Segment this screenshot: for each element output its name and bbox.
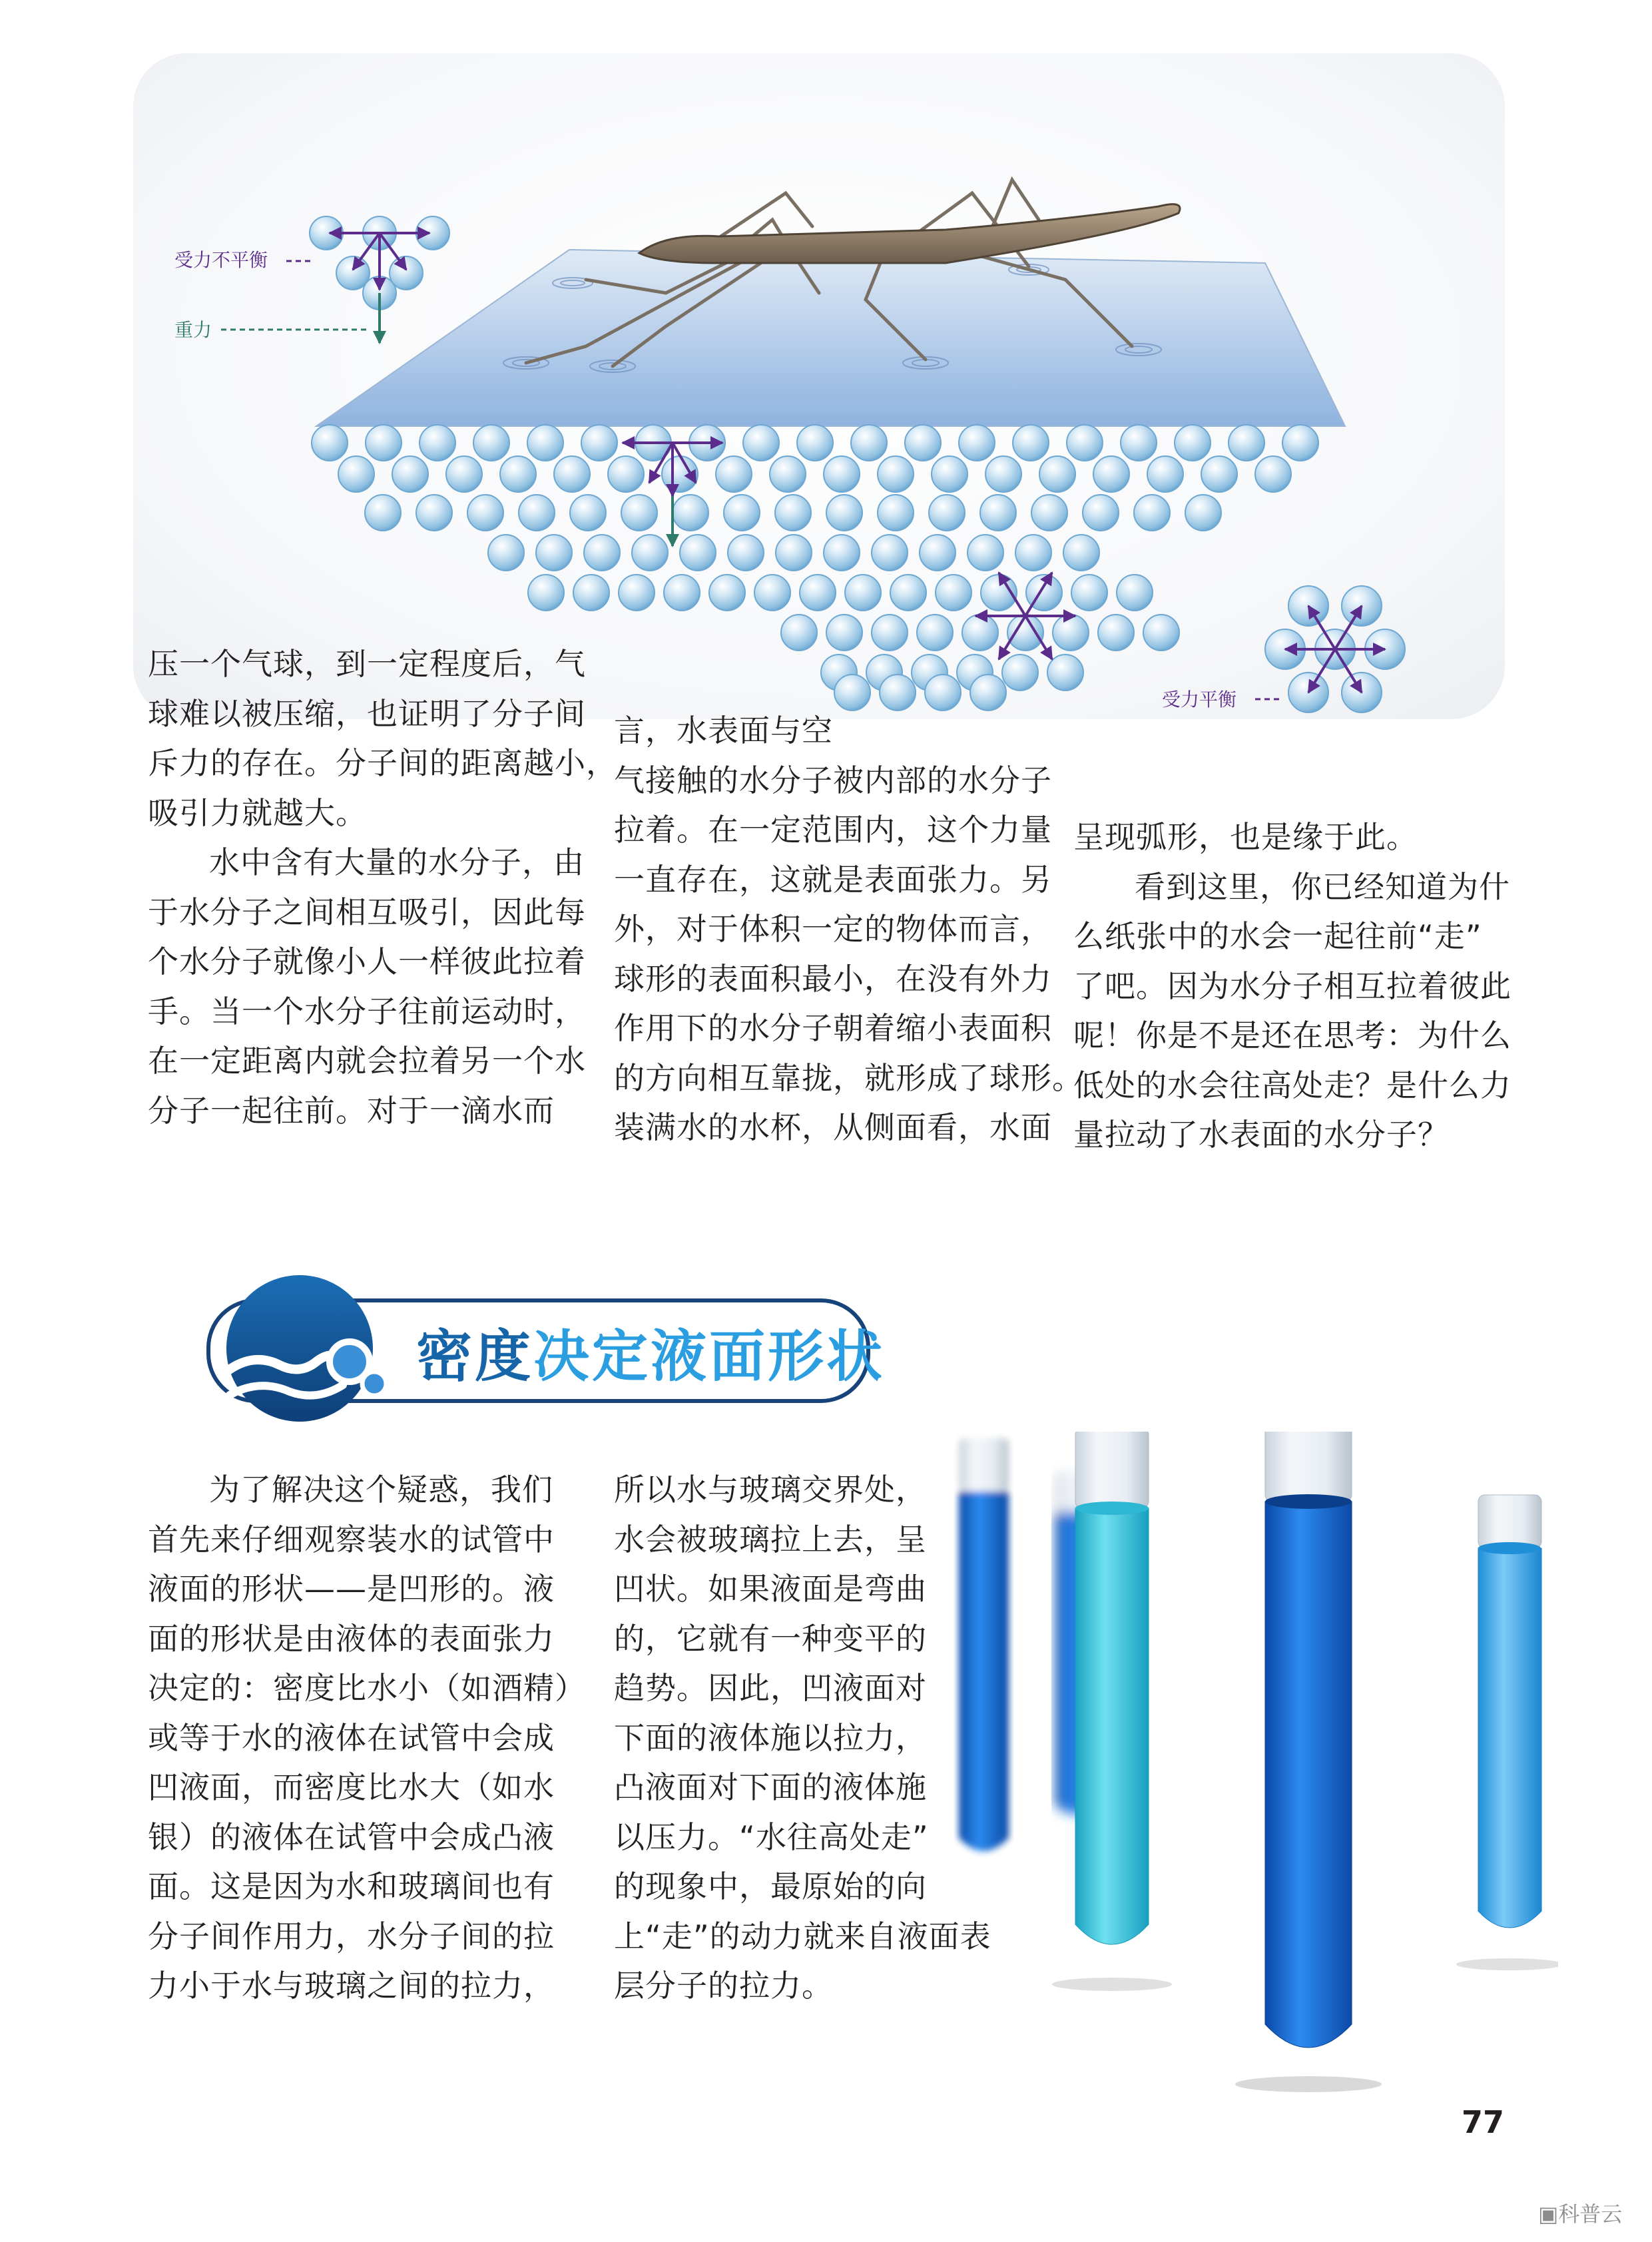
water-molecule [1007,615,1043,651]
water-molecule [728,535,764,571]
water-molecule [880,675,916,710]
water-molecule [392,456,428,492]
water-molecule [1015,535,1051,571]
text-line: 呢！你是不是还在思考：为什么 [1073,1017,1512,1053]
water-molecule [338,456,374,492]
water-molecule [473,425,509,461]
water-molecule [619,575,655,611]
text-line: 凹液面，而密度比水大（如水 [148,1769,555,1805]
water-molecule [608,456,644,492]
water-molecule [1121,425,1157,461]
text-line: 球形的表面积最小，在没有外力 [614,960,1052,997]
water-molecule [312,425,348,461]
water-molecule [1201,456,1237,492]
water-molecule [500,456,536,492]
water-molecule [573,575,609,611]
text-line: 首先来仔细观察装水的试管中 [148,1521,555,1557]
water-molecule [967,535,1003,571]
text-line: 面的形状是由液体的表面张力 [148,1620,555,1657]
text-line: 压一个气球，到一定程度后，气 [148,646,586,682]
water-molecule [929,495,965,531]
text-line: 凹状。如果液面是弯曲 [614,1571,927,1607]
water-molecule [1185,495,1221,531]
water-surface [316,250,1345,426]
water-molecule [621,495,657,531]
text-column-1-bottom [148,1465,586,2011]
text-line: 呈现弧形，也是缘于此。 [1073,819,1418,855]
water-molecule [724,495,760,531]
water-molecule [528,575,564,611]
text-column-3-top [1073,812,1512,1160]
water-molecule [467,495,503,531]
test-tubes-illustration [946,1432,1558,2098]
text-line: 斥力的存在。分子间的距离越小， [148,745,617,781]
water-molecule [781,615,817,651]
test-tube-4 [1235,1432,1382,2092]
page-number: 77 [1462,2104,1505,2140]
water-molecule [1002,655,1038,691]
water-molecule [673,495,708,531]
text-line: 手。当一个水分子往前运动时， [148,993,586,1029]
text-line: 看到这里，你已经知道为什 [1135,868,1510,905]
water-molecule [716,456,752,492]
water-molecule [1282,425,1318,461]
water-molecule [824,456,860,492]
text-column-2-top [614,706,1083,1153]
water-molecule [446,456,482,492]
water-molecule [743,425,779,461]
water-molecule [826,615,862,651]
water-molecule [1047,655,1083,691]
water-molecule [366,425,402,461]
text-line: 低处的水会往高处走？是什么力 [1073,1067,1512,1103]
water-molecule [851,425,887,461]
water-molecule [1031,495,1067,531]
water-molecule [905,425,941,461]
label-unbalanced-top: 受力不平衡 [174,249,268,271]
text-line: 球难以被压缩，也证明了分子间 [148,695,586,732]
water-molecule [970,675,1006,710]
text-line: 上“走”的动力就来自液面表 [614,1918,991,1954]
text-line: 所以水与玻璃交界处， [614,1472,927,1508]
water-molecule [878,456,914,492]
text-line: 的方向相互靠拢，就形成了球形。 [614,1059,1083,1096]
water-molecule [419,425,455,461]
water-molecule [920,535,956,571]
water-molecule [872,615,908,651]
text-line: 了吧。因为水分子相互拉着彼此 [1073,968,1512,1004]
water-molecule [1039,456,1075,492]
water-molecule [936,575,971,611]
water-molecule [878,495,914,531]
water-molecule [632,535,668,571]
water-molecule [527,425,563,461]
text-line: 的现象中，最原始的向 [614,1868,927,1904]
water-molecule [1067,425,1103,461]
water-molecule [1229,425,1264,461]
text-line: 水中含有大量的水分子，由 [209,844,585,880]
text-line: 层分子的拉力。 [614,1968,833,2004]
section-header [200,1272,886,1425]
water-molecule [1143,615,1179,651]
text-line: 银）的液体在试管中会成凸液 [148,1819,555,1855]
label-balanced: 受力平衡 [1162,689,1237,710]
test-tube-5 [1456,1495,1558,1970]
water-molecule [709,575,745,611]
water-molecule [536,535,572,571]
water-molecule [1063,535,1099,571]
text-line: 吸引力就越大。 [148,794,367,831]
water-molecule [1093,456,1129,492]
water-molecule [1175,425,1211,461]
text-line: 外，对于体积一定的物体而言， [614,911,1052,947]
text-line: 力小于水与玻璃之间的拉力， [148,1968,555,2004]
text-line: 水会被玻璃拉上去，呈 [614,1521,927,1557]
water-molecule [962,615,998,651]
water-molecule [797,425,833,461]
test-tube-1 [959,1438,1009,1851]
text-line: 分子一起往前。对于一滴水而 [148,1092,555,1129]
text-line: 下面的液体施以拉力， [614,1719,927,1756]
water-molecule [581,425,617,461]
water-molecule [917,615,953,651]
text-line: 气接触的水分子被内部的水分子 [614,762,1052,798]
water-molecule [1134,495,1170,531]
water-molecule [662,456,698,492]
text-line: 么纸张中的水会一起往前“走” [1073,918,1482,954]
water-molecule [775,495,811,531]
water-molecule [365,495,401,531]
logo-icon: ▣ [1538,2201,1559,2227]
water-molecule [834,675,870,710]
text-column-1-top [148,639,617,1135]
balanced-molecule-example [1265,586,1405,712]
text-line: 面。这是因为水和玻璃间也有 [148,1868,555,1904]
water-molecule [932,456,967,492]
text-line: 的，它就有一种变平的 [614,1620,927,1657]
text-line: 拉着。在一定范围内，这个力量 [614,812,1052,848]
text-line: 为了解决这个疑惑，我们 [209,1472,553,1508]
water-molecule [1098,615,1134,651]
water-surface-illustration [0,0,1652,732]
water-molecule [845,575,881,611]
water-molecule [519,495,555,531]
water-molecule [664,575,700,611]
text-line: 凸液面对下面的液体施 [614,1769,927,1805]
text-line: 或等于水的液体在试管中会成 [148,1719,555,1756]
wave-emblem-icon [200,1272,400,1425]
water-molecule [584,535,620,571]
text-line: 量拉动了水表面的水分子？ [1073,1117,1449,1153]
water-molecule [488,535,524,571]
water-molecule [570,495,606,531]
water-molecule [1053,615,1089,651]
text-line: 趋势。因此，凹液面对 [614,1670,927,1706]
text-line: 个水分子就像小人一样彼此拉着 [148,944,586,980]
water-molecule [980,495,1016,531]
water-molecule [554,456,590,492]
water-molecule [1083,495,1119,531]
water-molecule [800,575,836,611]
text-line: 决定的：密度比水小（如酒精） [148,1670,586,1706]
water-molecule [776,535,812,571]
water-molecule [925,675,961,710]
surface-molecule-example [221,216,449,343]
water-molecule [416,495,452,531]
water-molecule [1147,456,1183,492]
water-molecule [1013,425,1049,461]
text-line: 于水分子之间相互吸引，因此每 [148,894,586,930]
text-line: 作用下的水分子朝着缩小表面积 [614,1010,1052,1046]
water-molecule [890,575,926,611]
water-molecule [959,425,995,461]
water-molecule [824,535,860,571]
text-line: 分子间作用力，水分子间的拉 [148,1918,555,1954]
label-gravity: 重力 [174,319,212,341]
water-molecule [680,535,716,571]
water-molecule [754,575,790,611]
water-molecule [1255,456,1291,492]
text-line: 装满水的水杯，从侧面看，水面 [614,1109,1052,1145]
text-line: 液面的形状——是凹形的。液 [148,1571,555,1607]
text-line: 以压力。“水往高处走” [614,1819,929,1855]
section-title: 密度决定液面形状 [416,1324,886,1389]
water-molecule [826,495,862,531]
text-line: 在一定距离内就会拉着另一个水 [148,1043,586,1079]
water-molecule [1071,575,1107,611]
water-molecule [770,456,806,492]
water-molecule [985,456,1021,492]
text-column-2-bottom [614,1465,991,2011]
water-molecule [1117,575,1153,611]
text-line: 言，水表面与空 [614,712,833,748]
water-molecule [872,535,908,571]
text-line: 一直存在，这就是表面张力。另 [614,861,1052,898]
watermark: ▣科普云 [1538,2201,1623,2227]
